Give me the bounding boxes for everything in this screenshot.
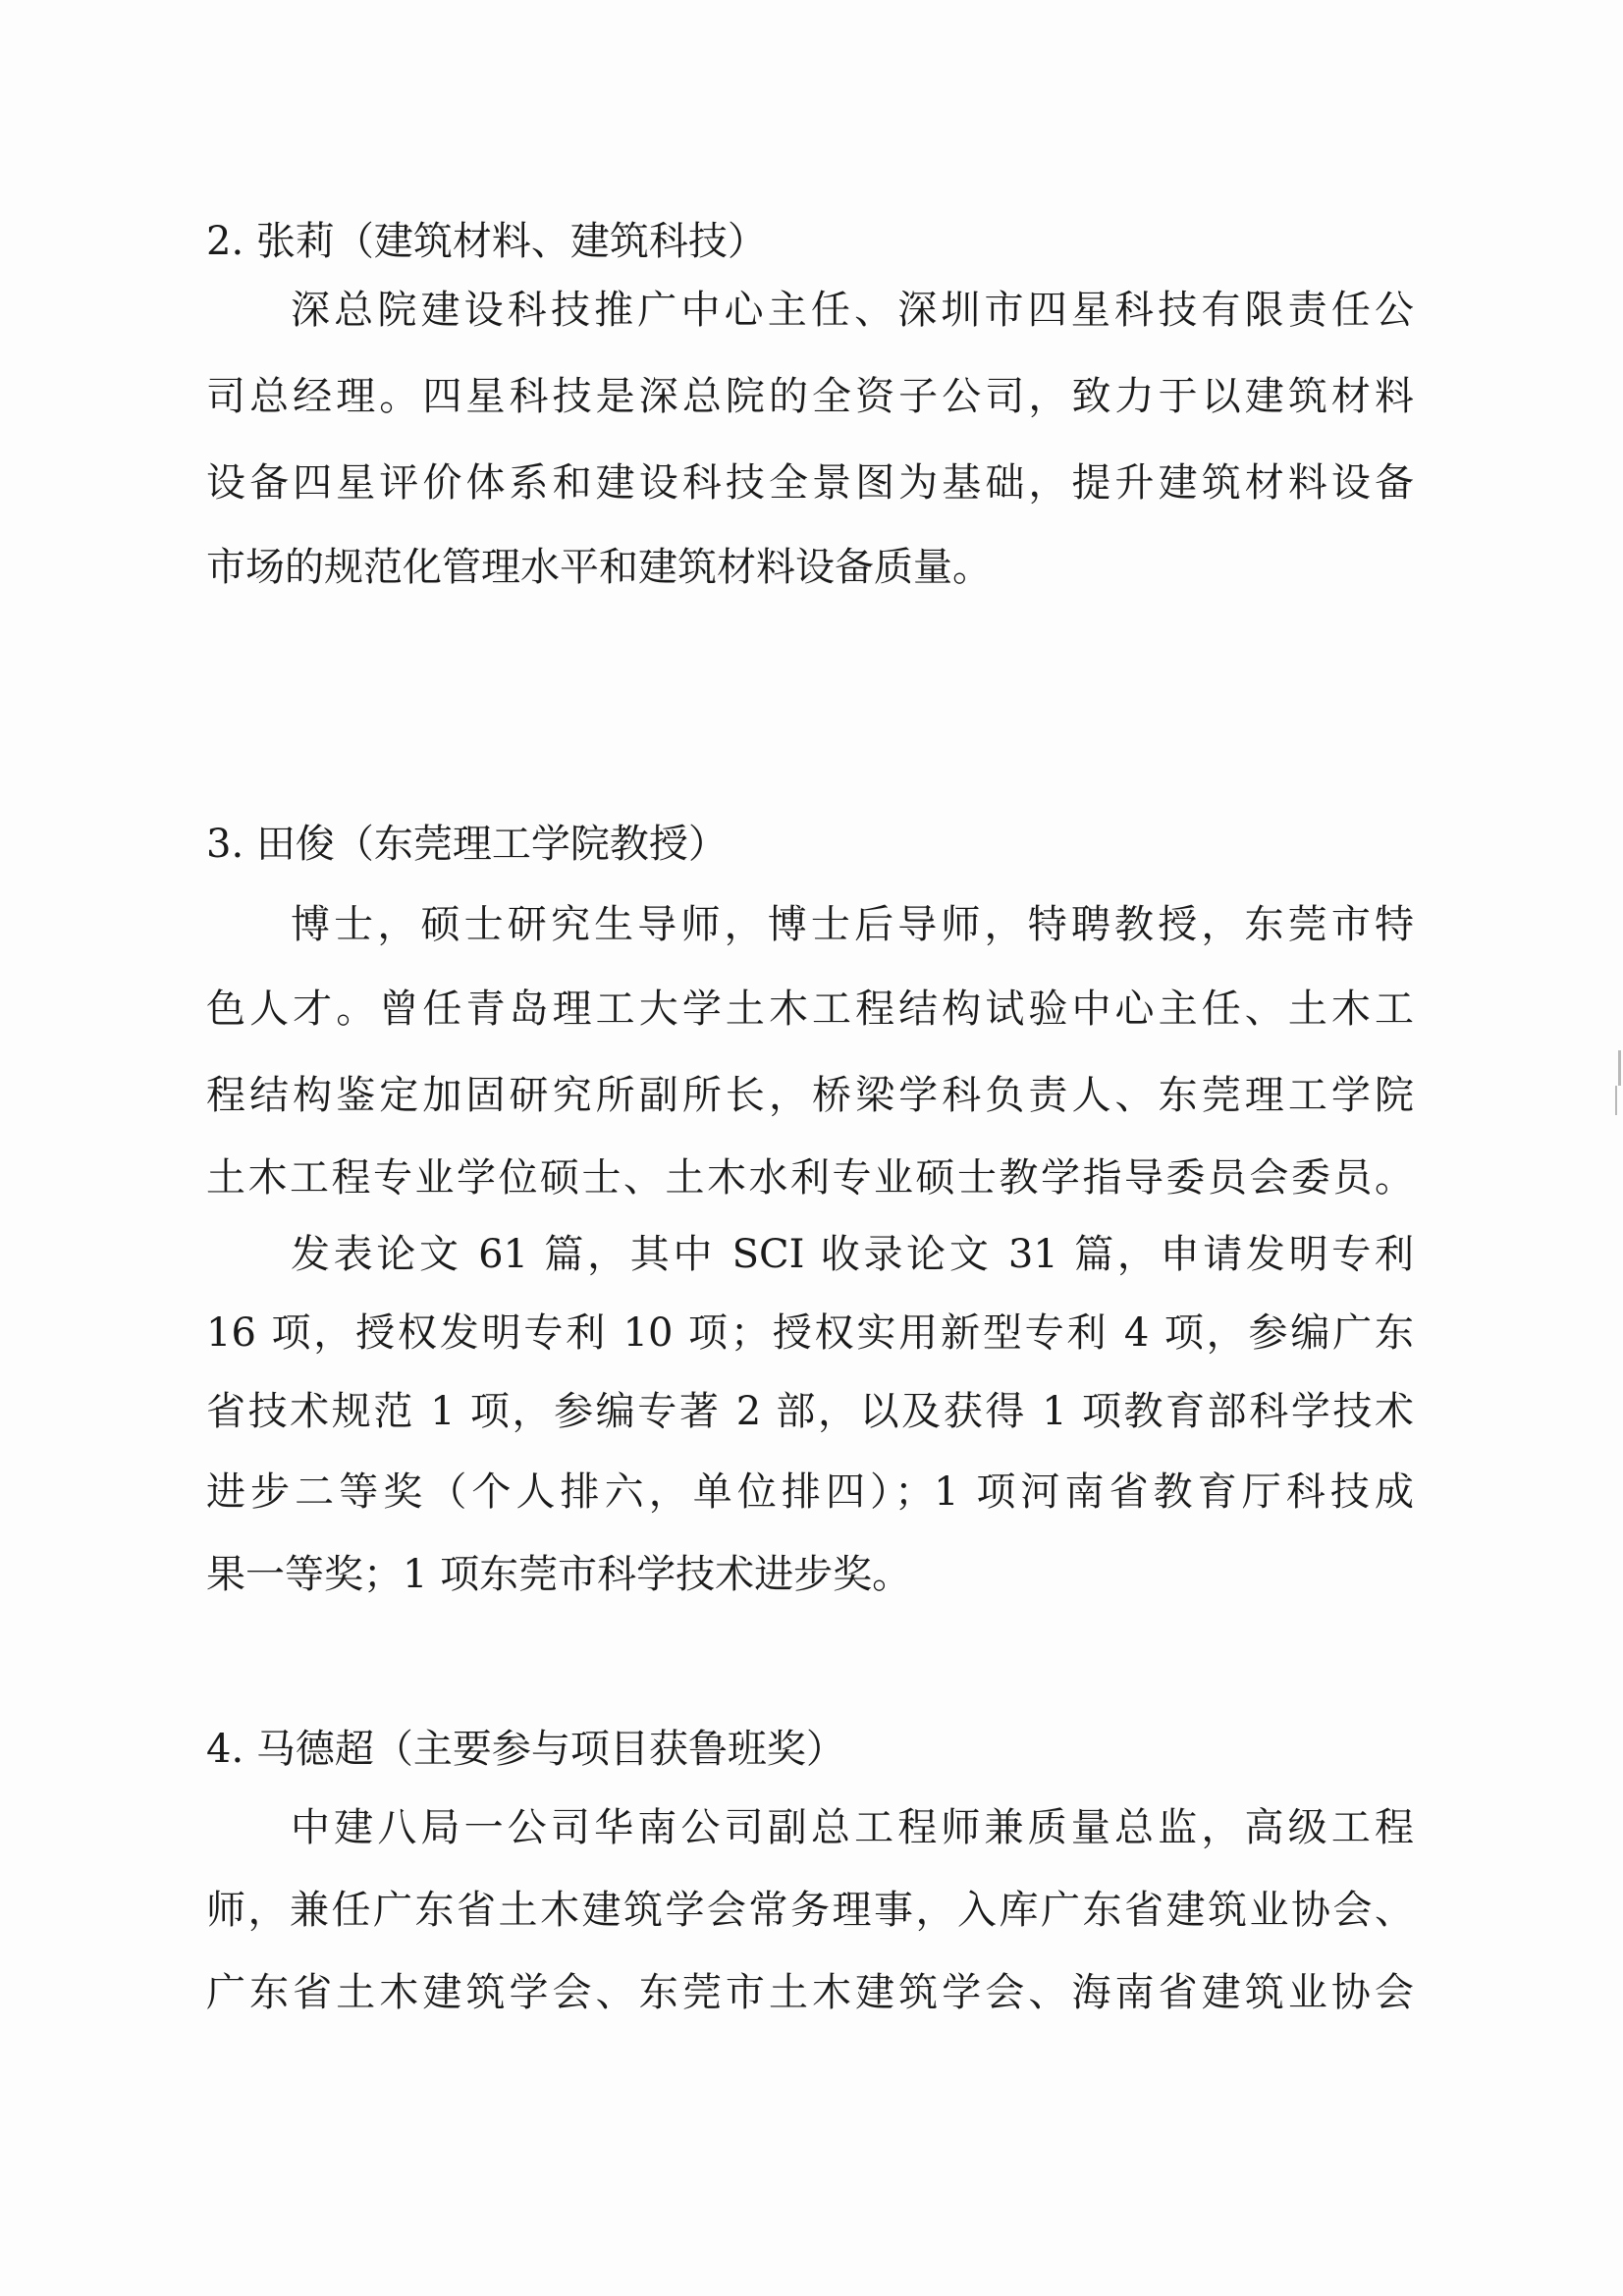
paragraph-line: 中建八局一公司华南公司副总工程师兼质量总监，高级工程 — [291, 1805, 1414, 1850]
paragraph-line: 省技术规范 1 项，参编专著 2 部，以及获得 1 项教育部科学技术 — [206, 1389, 1414, 1434]
paragraph-line: 设备四星评价体系和建设科技全景图为基础，提升建筑材料设备 — [206, 460, 1414, 506]
paragraph-line: 程结构鉴定加固研究所副所长，桥梁学科负责人、东莞理工学院 — [206, 1073, 1414, 1118]
section-heading-4: 4. 马德超（主要参与项目获鲁班奖） — [206, 1727, 845, 1772]
section-heading-2: 2. 张莉（建筑材料、建筑科技） — [206, 219, 767, 264]
paragraph-line: 土木工程专业学位硕士、土木水利专业硕士教学指导委员会委员。 — [206, 1155, 1414, 1201]
paragraph-line: 师，兼任广东省土木建筑学会常务理事，入库广东省建筑业协会、 — [206, 1888, 1414, 1933]
paragraph-line: 色人才。曾任青岛理工大学土木工程结构试验中心主任、土木工 — [206, 987, 1414, 1032]
section-heading-3: 3. 田俊（东莞理工学院教授） — [206, 822, 728, 867]
paragraph-line: 深总院建设科技推广中心主任、深圳市四星科技有限责任公 — [291, 288, 1414, 333]
paragraph-line: 16 项，授权发明专利 10 项；授权实用新型专利 4 项，参编广东 — [206, 1310, 1414, 1356]
paragraph-line: 果一等奖；1 项东莞市科学技术进步奖。 — [206, 1552, 912, 1597]
paragraph-line: 进步二等奖（个人排六，单位排四）；1 项河南省教育厅科技成 — [206, 1469, 1414, 1515]
paragraph-line: 司总经理。四星科技是深总院的全资子公司，致力于以建筑材料 — [206, 374, 1414, 419]
paragraph-line: 发表论文 61 篇，其中 SCI 收录论文 31 篇，申请发明专利 — [291, 1232, 1414, 1277]
paragraph-line: 博士，硕士研究生导师，博士后导师，特聘教授，东莞市特 — [291, 902, 1414, 947]
scan-edge-mark — [1618, 1050, 1621, 1086]
paragraph-line: 广东省土木建筑学会、东莞市土木建筑学会、海南省建筑业协会 — [206, 1970, 1414, 2015]
paragraph-line: 市场的规范化管理水平和建筑材料设备质量。 — [206, 545, 992, 590]
scan-edge-mark — [1615, 1086, 1617, 1115]
